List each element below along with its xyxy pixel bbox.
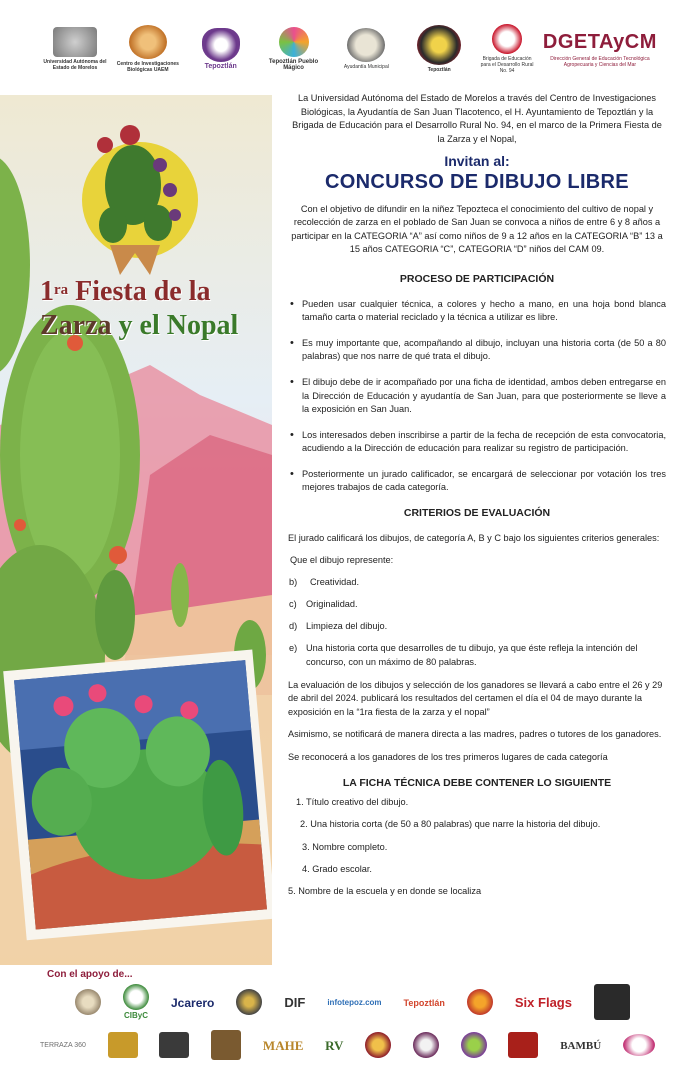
- sponsor-icon: [413, 1032, 439, 1058]
- logo-dgeta: [540, 31, 660, 68]
- list-item: • Los interesados deben inscribirse a partir de la fecha de recepción de esta convocatoria, acudiendo a la Dirección de educación para realizar su registro de participación.: [288, 429, 666, 456]
- logo-label: Universidad Autónoma del Estado de Morelos: [43, 59, 107, 71]
- sponsor-logo: [594, 984, 630, 1021]
- logo-brigada-94: [477, 24, 537, 74]
- sponsor-logo: BAMBÚ: [560, 1039, 602, 1052]
- artwork-title: [40, 275, 270, 343]
- sponsor-icon: [594, 984, 630, 1020]
- reconocimiento-paragraph: Se reconocerá a los ganadores de los tres primeros lugares de cada categoría: [288, 751, 608, 762]
- title-y: y: [118, 310, 133, 341]
- logo-label: Tepoztlán: [204, 63, 237, 70]
- title-number: 1: [40, 276, 54, 307]
- list-item: 3. Nombre completo.: [302, 841, 388, 852]
- sponsor-logo: infotepoz.com: [327, 998, 382, 1007]
- ficha-heading: LA FICHA TÉCNICA DEBE CONTENER LO SIGUIENTE: [342, 776, 612, 789]
- sponsor-logo: MAHE: [262, 1037, 304, 1053]
- criterio-letter: b): [289, 576, 298, 587]
- list-item: [288, 642, 666, 669]
- title-nopal: el Nopal: [132, 310, 239, 341]
- sponsor-logo: Jcarero: [171, 995, 215, 1010]
- criterios-heading: CRITERIOS DE EVALUACIÓN: [403, 507, 551, 520]
- logo-label: Tepoztlán: [427, 67, 451, 73]
- sponsor-icon: [75, 989, 101, 1015]
- logo-ayudantia: [331, 28, 401, 70]
- criterio-letter: e): [289, 643, 298, 654]
- list-item: • El dibujo debe de ir acompañado por una ficha de identidad, ambos deben entregarse en la Dirección de Educación y ayudantía de San Juan, para que posteriormente se lleve a la exposición en San Juan.: [288, 376, 666, 417]
- logo-uaem-icon: [53, 27, 97, 57]
- sponsor-logo: [108, 1032, 138, 1059]
- sponsor-icon: [461, 1032, 487, 1058]
- dgeta-subtitle: Dirección General de Educación Tecnológica Agropecuaria y Ciencias del Mar: [550, 55, 650, 68]
- objective-paragraph: Con el objetivo de difundir en la niñez Tepozteca el conocimiento del cultivo de nopal y recolección de zarza en el poblado de San Juan se convoca a niños de entre 6 y 8 años a participar en la CATEGORIA “A” así como niños de 9 a 12 años en la CATEGORIA “B” 13 a 15 años CATEGORIA “C”, CATEGORIA “D” niños del CAM 09.: [291, 203, 663, 255]
- support-heading: Con el apoyo de...: [47, 969, 133, 980]
- sponsor-logo: [211, 1030, 241, 1061]
- sponsor-icon: [365, 1032, 391, 1058]
- sponsor-logo: DIF: [284, 995, 306, 1010]
- logo-cib: [113, 25, 183, 73]
- artwork-title-line1: [40, 275, 270, 309]
- criterio-letter: c): [289, 599, 297, 610]
- logo-tepoztlan-icon: [202, 28, 240, 62]
- sponsor-icon: [159, 1032, 189, 1058]
- sponsor-logo: [623, 1034, 655, 1057]
- logo-brigada-icon: [492, 24, 522, 54]
- title-superscript: ra: [54, 282, 69, 298]
- proceso-heading: PROCESO DE PARTICIPACIÓN: [399, 272, 555, 285]
- sponsor-logo: CIByC: [123, 984, 149, 1020]
- logo-pueblo-magico: [259, 27, 329, 71]
- header-logos: [40, 14, 660, 84]
- criterio-text: Una historia corta que desarrolles de tu dibujo, ya que éste refleja la intención del concurso, con un máximo de 80 palabras.: [306, 643, 638, 667]
- invitan-heading: Invitan al:: [444, 153, 510, 170]
- sponsor-logo: [413, 1032, 439, 1059]
- convocatoria-text: [288, 92, 666, 907]
- que-represente: Que el dibujo represente:: [290, 555, 394, 566]
- logo-label: Brigada de Educación para el Desarrollo Rural No. 94: [480, 56, 534, 74]
- list-item: [288, 620, 666, 634]
- criterio-letter: d): [289, 621, 298, 632]
- sponsor-logo: [467, 989, 493, 1016]
- sponsor-logo: Tepoztlán: [403, 997, 445, 1008]
- logo-uaem: [40, 27, 110, 71]
- sponsor-icon: [123, 984, 149, 1010]
- sponsor-logo: [461, 1032, 487, 1059]
- list-item: • Es muy importante que, acompañando al dibujo, incluyan una historia corta (de 50 a 80 palabras) que nos narre de qué trata el dibujo.: [288, 337, 666, 364]
- list-item: [288, 598, 666, 612]
- logo-label: Centro de Investigaciones Biológicas UAEM: [116, 61, 179, 73]
- list-item: 4. Grado escolar.: [302, 863, 372, 874]
- criterio-text: Creatividad.: [310, 576, 360, 587]
- sponsor-logo: TERRAZA 360: [40, 1042, 86, 1049]
- sponsor-logo: Six Flags: [514, 995, 572, 1010]
- logo-label: Tepoztlán Pueblo Mágico: [268, 59, 319, 71]
- sponsor-logo: [365, 1032, 391, 1059]
- title-zarza: Zarza: [40, 310, 119, 341]
- proceso-list: [288, 298, 666, 496]
- logo-ayudantia-icon: [347, 28, 385, 62]
- logo-label: Ayudantía Municipal: [343, 64, 389, 70]
- logo-cib-icon: [129, 25, 167, 59]
- list-item: • Posteriormente un jurado calificador, se encargará de seleccionar por votación los tres mejores trabajos de cada categoría.: [288, 468, 666, 495]
- intro-paragraph: La Universidad Autónoma del Estado de Morelos a través del Centro de Investigaciones Biológicas, la Ayudantía de San Juan Tlacotenco, el H. Ayuntamiento de Tepoztlán y la Brigada de Educación para el Desarrollo Rural No. 94, en el marco de la Primera Fiesta de la Zarza y el Nopal,: [292, 93, 662, 144]
- sponsor-logo: [75, 989, 101, 1016]
- criterio-text: Originalidad.: [306, 599, 358, 610]
- logo-pueblo-magico-icon: [279, 27, 309, 57]
- sponsor-icon: [108, 1032, 138, 1058]
- logo-tepoztlan: [186, 28, 256, 70]
- poster-artwork: [0, 95, 272, 965]
- list-item: [288, 576, 666, 590]
- sponsor-row-2: [40, 1026, 655, 1064]
- sponsor-icon: [236, 989, 262, 1015]
- notificacion-paragraph: Asimismo, se notificará de manera directa a las madres, padres o tutores de los ganadores.: [288, 729, 662, 740]
- artwork-illustration: [0, 95, 272, 965]
- list-item: • Pueden usar cualquier técnica, a colores y hecho a mano, en una hoja bond blanca tamaño carta o material reciclado y la técnica a utilizar es libre.: [288, 298, 666, 325]
- criterio-text: Limpieza del dibujo.: [306, 621, 388, 632]
- sponsor-logo: RV: [325, 1037, 344, 1053]
- logo-seal: [404, 25, 474, 73]
- sponsor-icon: [467, 989, 493, 1015]
- criterios-intro: El jurado calificará los dibujos, de categoría A, B y C bajo los siguientes criterios generales:: [288, 532, 660, 543]
- sponsor-icon: [623, 1034, 655, 1056]
- title-rest: Fiesta de la: [68, 276, 211, 307]
- evaluacion-paragraph: La evaluación de los dibujos y selección de los ganadores se llevará a cabo entre el 26 y 29 de abril del 2024. publicará los resultados del certamen el día el 04 de mayo durante la exposición en la “1ra fiesta de la zarza y el nopal”: [288, 679, 663, 717]
- logo-seal-icon: [417, 25, 461, 65]
- sponsor-logo: [236, 989, 262, 1016]
- dgeta-name: DGETAyCM: [542, 30, 657, 53]
- sponsor-icon: [211, 1030, 241, 1060]
- criterios-list: [288, 576, 666, 670]
- sponsor-row-1: [75, 982, 630, 1022]
- sponsor-logo: [159, 1032, 189, 1059]
- list-item: 5. Nombre de la escuela y en donde se localiza: [288, 885, 482, 896]
- list-item: 2. Una historia corta (de 50 a 80 palabras) que narre la historia del dibujo.: [300, 819, 601, 830]
- list-item: 1. Título creativo del dibujo.: [296, 797, 409, 808]
- contest-title: CONCURSO DE DIBUJO LIBRE: [325, 170, 629, 193]
- sponsor-icon: [508, 1032, 538, 1058]
- artwork-title-line2: [40, 309, 270, 343]
- ficha-list: [288, 796, 666, 898]
- sponsor-logo: [508, 1032, 538, 1059]
